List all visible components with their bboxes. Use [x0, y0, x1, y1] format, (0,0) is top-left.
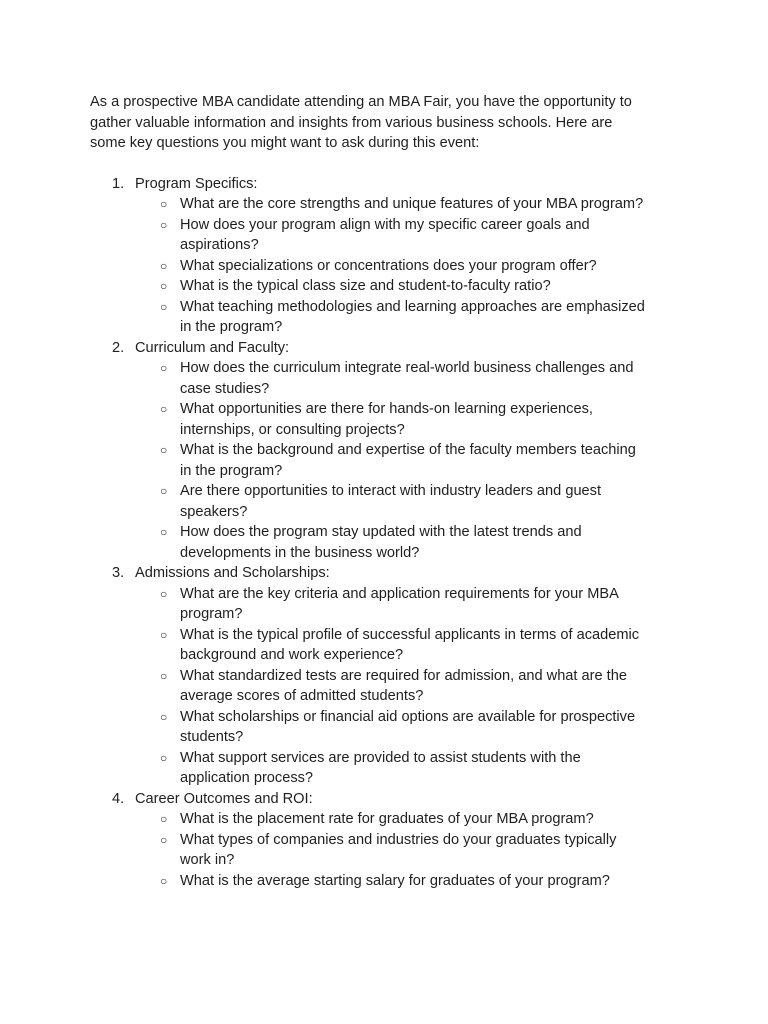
- question-text: What teaching methodologies and learning approaches are emphasized in the program?: [180, 298, 645, 335]
- hollow-circle-bullet-icon: ○: [160, 812, 168, 826]
- question-item: [135, 399, 650, 440]
- hollow-circle-bullet-icon: ○: [160, 627, 168, 642]
- question-text: What is the background and expertise of the faculty members teaching in the program?: [180, 442, 636, 479]
- hollow-circle-bullet-icon: ○: [160, 258, 168, 273]
- question-text: How does your program align with my specific career goals and aspirations?: [180, 216, 590, 253]
- question-text: What are the core strengths and unique features of your MBA program?: [180, 196, 644, 212]
- hollow-circle-bullet-icon: ○: [160, 484, 168, 498]
- section-item: [90, 338, 650, 564]
- intro-paragraph: As a prospective MBA candidate attending an MBA Fair, you have the opportunity to gather valuable information and insights from various business schools. Here are some key questions you might want to ask during this event:: [90, 94, 632, 151]
- question-item: [135, 215, 650, 256]
- question-item: [135, 666, 650, 707]
- question-text: How does the curriculum integrate real-world business challenges and case studies?: [180, 360, 634, 397]
- question-text: What support services are provided to assist students with the application process?: [180, 749, 581, 786]
- hollow-circle-bullet-icon: ○: [160, 832, 168, 847]
- question-text: What is the average starting salary for graduates of your program?: [180, 872, 610, 889]
- question-item: [135, 584, 650, 625]
- question-item: [135, 707, 650, 748]
- section-title: Curriculum and Faculty:: [135, 339, 290, 356]
- question-text: What are the key criteria and application requirements for your MBA program?: [180, 585, 619, 622]
- question-text: What is the typical class size and student-to-faculty ratio?: [180, 278, 551, 294]
- question-text: What opportunities are there for hands-on learning experiences, internships, or consulting projects?: [180, 401, 593, 438]
- question-item: [135, 625, 650, 666]
- question-item: [135, 440, 650, 481]
- question-text: What types of companies and industries do your graduates typically work in?: [180, 831, 617, 868]
- question-text: Are there opportunities to interact with industry leaders and guest speakers?: [180, 483, 602, 520]
- hollow-circle-bullet-icon: ○: [160, 197, 168, 211]
- document-page: [90, 92, 650, 891]
- question-list: [135, 809, 650, 891]
- question-item: [135, 297, 650, 338]
- question-item: [135, 871, 650, 892]
- section-item: [90, 563, 650, 789]
- question-item: [135, 830, 650, 871]
- hollow-circle-bullet-icon: ○: [160, 402, 168, 416]
- question-item: [135, 481, 650, 522]
- question-text: What scholarships or financial aid options are available for prospective students?: [180, 708, 636, 745]
- question-item: [135, 522, 650, 563]
- question-list: [135, 584, 650, 789]
- hollow-circle-bullet-icon: ○: [160, 361, 168, 375]
- hollow-circle-bullet-icon: ○: [160, 525, 168, 539]
- section-title: Admissions and Scholarships:: [135, 565, 330, 581]
- hollow-circle-bullet-icon: ○: [160, 668, 168, 683]
- question-text: What specializations or concentrations does your program offer?: [180, 257, 597, 274]
- section-item: [90, 174, 650, 338]
- section-item: [90, 789, 650, 892]
- question-item: [135, 358, 650, 399]
- question-text: What is the placement rate for graduates of your MBA program?: [180, 811, 594, 827]
- hollow-circle-bullet-icon: ○: [160, 217, 168, 232]
- question-list: [135, 358, 650, 563]
- hollow-circle-bullet-icon: ○: [160, 279, 168, 293]
- question-text: What is the typical profile of successful applicants in terms of academic background and work experience?: [180, 626, 640, 663]
- question-item: [135, 194, 650, 215]
- section-title: Program Specifics:: [135, 175, 258, 192]
- hollow-circle-bullet-icon: ○: [160, 873, 168, 888]
- hollow-circle-bullet-icon: ○: [160, 709, 168, 724]
- hollow-circle-bullet-icon: ○: [160, 443, 168, 457]
- hollow-circle-bullet-icon: ○: [160, 750, 168, 765]
- section-title: Career Outcomes and ROI:: [135, 790, 313, 807]
- question-list: [135, 194, 650, 338]
- hollow-circle-bullet-icon: ○: [160, 586, 168, 601]
- hollow-circle-bullet-icon: ○: [160, 299, 168, 314]
- question-item: [135, 276, 650, 297]
- section-number: 3.: [112, 565, 125, 581]
- question-item: [135, 748, 650, 789]
- question-text: How does the program stay updated with the latest trends and developments in the business world?: [180, 524, 582, 561]
- section-number: 1.: [112, 175, 125, 192]
- question-text: What standardized tests are required for admission, and what are the average scores of admitted students?: [180, 667, 627, 704]
- section-number: 4.: [112, 790, 125, 807]
- section-number: 2.: [112, 339, 125, 356]
- question-item: [135, 256, 650, 277]
- question-item: [135, 809, 650, 830]
- question-sections: [90, 174, 650, 892]
